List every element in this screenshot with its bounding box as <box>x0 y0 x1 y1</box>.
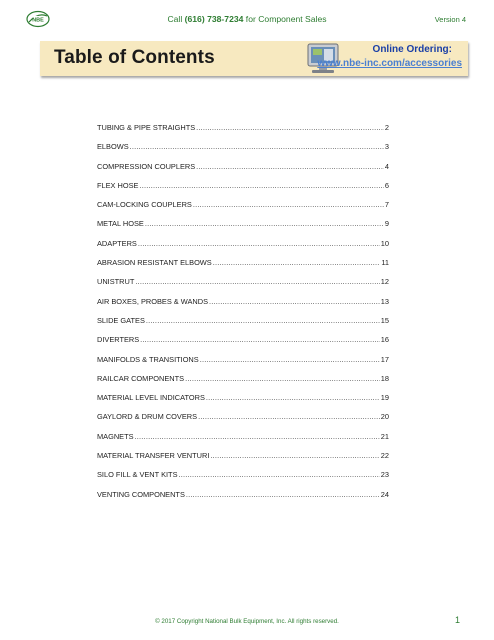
toc-entry[interactable] <box>97 316 389 335</box>
toc-entry[interactable] <box>97 393 389 412</box>
toc-entry[interactable] <box>97 258 389 277</box>
toc-dot-leader <box>210 451 379 460</box>
toc-entry-page: 10 <box>380 238 389 248</box>
toc-entry-title: SILO FILL & VENT KITS <box>97 470 178 480</box>
toc-entry-page: 23 <box>380 470 389 480</box>
toc-entry[interactable] <box>97 200 389 219</box>
toc-dot-leader <box>198 412 380 421</box>
toc-dot-leader <box>200 355 380 364</box>
toc-entry[interactable] <box>97 277 389 296</box>
toc-dot-leader <box>139 181 383 190</box>
toc-entry[interactable] <box>97 123 389 142</box>
toc-entry-title: VENTING COMPONENTS <box>97 489 185 499</box>
toc-dot-leader <box>130 142 384 151</box>
toc-entry-title: METAL HOSE <box>97 219 144 229</box>
toc-entry[interactable] <box>97 162 389 181</box>
toc-entry-title: COMPRESSION COUPLERS <box>97 161 196 171</box>
toc-entry-title: AIR BOXES, PROBES & WANDS <box>97 296 209 306</box>
toc-dot-leader <box>135 277 379 286</box>
phone-suffix: for Component Sales <box>243 14 327 24</box>
toc-entry-title: DIVERTERS <box>97 335 140 345</box>
toc-entry-title: MAGNETS <box>97 431 134 441</box>
page-number: 1 <box>454 615 460 625</box>
toc-dot-leader <box>213 258 381 267</box>
toc-dot-leader <box>186 490 380 499</box>
toc-dot-leader <box>196 162 384 171</box>
toc-entry[interactable] <box>97 142 389 161</box>
toc-entry[interactable] <box>97 374 389 393</box>
toc-entry-page: 24 <box>380 489 389 499</box>
sales-phone-line <box>0 14 494 24</box>
toc-entry-page: 2 <box>384 123 389 132</box>
toc-dot-leader <box>185 374 380 383</box>
toc-entry[interactable] <box>97 219 389 238</box>
toc-entry-title: ELBOWS <box>97 142 129 152</box>
toc-entry[interactable] <box>97 470 389 489</box>
toc-entry[interactable] <box>97 335 389 354</box>
toc-entry-page: 19 <box>380 393 389 403</box>
toc-entry-page: 13 <box>380 296 389 306</box>
toc-entry-page: 21 <box>380 431 389 441</box>
toc-entry-title: TUBING & PIPE STRAIGHTS <box>97 123 196 132</box>
toc-entry-title: ABRASION RESISTANT ELBOWS <box>97 258 212 268</box>
toc-entry-page: 12 <box>380 277 389 287</box>
copyright-notice: © 2017 Copyright National Bulk Equipment, Inc. All rights reserved. <box>155 618 339 625</box>
toc-entry-title: MATERIAL LEVEL INDICATORS <box>97 393 205 403</box>
toc-dot-leader <box>138 239 380 248</box>
toc-entry[interactable] <box>97 355 389 374</box>
phone-number: (616) 738-7234 <box>184 14 244 24</box>
phone-prefix: Call <box>167 14 185 24</box>
toc-entry-page: 17 <box>380 354 389 364</box>
logo-text: NBE <box>32 17 44 24</box>
toc-entry-page: 3 <box>384 142 389 152</box>
toc-entry-title: SLIDE GATES <box>97 315 145 325</box>
toc-entry-page: 15 <box>380 315 389 325</box>
toc-dot-leader <box>193 200 384 209</box>
toc-entry[interactable] <box>97 412 389 431</box>
toc-entry[interactable] <box>97 490 389 509</box>
toc-entry-title: UNISTRUT <box>97 277 135 287</box>
toc-entry[interactable] <box>97 451 389 470</box>
toc-dot-leader <box>209 297 380 306</box>
online-ordering-label: Online Ordering: <box>372 44 452 55</box>
toc-entry-title: ADAPTERS <box>97 238 137 248</box>
toc-entry-title: RAILCAR COMPONENTS <box>97 373 185 383</box>
toc-entry-page: 9 <box>384 219 389 229</box>
toc-entry-page: 4 <box>384 161 389 171</box>
page-title: Table of Contents <box>54 47 215 68</box>
toc-dot-leader <box>135 432 380 441</box>
toc-entry[interactable] <box>97 297 389 316</box>
toc-entry-title: MANIFOLDS & TRANSITIONS <box>97 354 199 364</box>
toc-list <box>97 123 389 509</box>
toc-dot-leader <box>206 393 380 402</box>
toc-entry-title: GAYLORD & DRUM COVERS <box>97 412 198 422</box>
version-label: Version 4 <box>434 15 466 24</box>
online-ordering-link[interactable]: www.nbe-inc.com/accessories <box>317 58 462 69</box>
toc-entry-title: FLEX HOSE <box>97 180 139 190</box>
toc-entry-title: CAM-LOCKING COUPLERS <box>97 200 192 210</box>
toc-dot-leader <box>140 335 380 344</box>
title-banner <box>40 41 468 76</box>
toc-entry-page: 22 <box>380 451 389 461</box>
toc-entry[interactable] <box>97 239 389 258</box>
toc-dot-leader <box>196 123 384 132</box>
toc-dot-leader <box>146 316 380 325</box>
toc-entry[interactable] <box>97 181 389 200</box>
toc-entry-page: 6 <box>384 180 389 190</box>
toc-entry-page: 18 <box>380 373 389 383</box>
toc-entry-page: 20 <box>380 412 389 422</box>
toc-entry-page: 16 <box>380 335 389 345</box>
toc-entry-page: 11 <box>381 258 389 268</box>
toc-dot-leader <box>179 470 380 479</box>
toc-dot-leader <box>145 219 384 228</box>
toc-entry-page: 7 <box>384 200 389 210</box>
toc-entry-title: MATERIAL TRANSFER VENTURI <box>97 451 210 461</box>
toc-entry[interactable] <box>97 432 389 451</box>
